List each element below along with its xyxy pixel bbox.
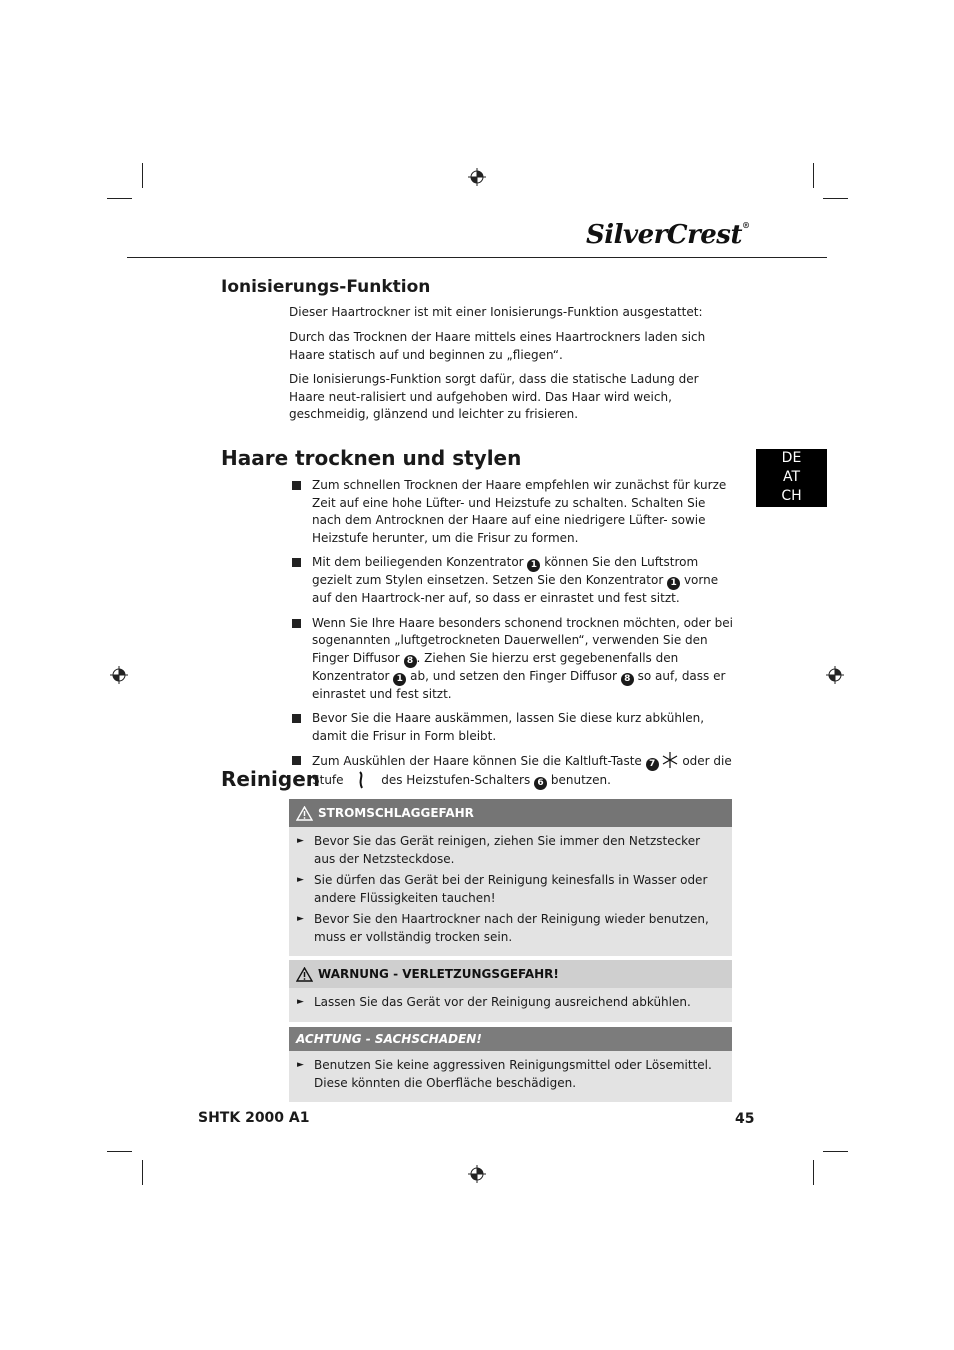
- section-heading-ionisation: Ionisierungs-Funktion: [221, 277, 431, 297]
- bullet-text: können Sie den Luftstrom gezielt zum Stylen einsetzen. Setzen Sie den Konzentrator: [312, 555, 699, 587]
- warning-text: Bevor Sie das Gerät reinigen, ziehen Sie immer den Netzstecker aus der Netzsteckdose.: [314, 834, 701, 866]
- paragraph: Durch das Trocknen der Haare mittels eines Haartrockners laden sich Haare statisch auf und beginnen zu „fliegen“.: [289, 330, 706, 362]
- language-tab: [756, 449, 827, 507]
- bullet-text: oder die Stufe: [312, 754, 732, 787]
- registration-mark-icon: [826, 666, 844, 684]
- warning-triangle-icon: [296, 806, 313, 821]
- section-heading-cleaning: Reinigen: [221, 767, 321, 791]
- bullet-text: Zum Auskühlen der Haare können Sie die Kaltluft-Taste: [312, 754, 642, 768]
- list-item: [297, 833, 724, 868]
- registration-mark-icon: [468, 168, 486, 186]
- arrow-icon: ►: [297, 836, 304, 846]
- part-number-badge: 7: [646, 758, 659, 771]
- bullet-text: . Ziehen Sie hierzu erst gegebenenfalls den Konzentrator: [312, 650, 679, 683]
- bullet-text: ab, und setzen den Finger Diffusor: [410, 668, 617, 683]
- brand-logo: SilverCrest®: [586, 220, 750, 250]
- drying-bullet-list: [292, 477, 735, 797]
- warning-box-injury: [289, 960, 732, 1022]
- bullet-text: Zum schnellen Trocknen der Haare empfehlen wir zunächst für kurze Zeit auf eine hohe Lüfter- und Heizstufe zu schalten. Schalten Sie nach dem Antrocknen der Haare auf eine niedrigere Lüfter- sowie Heizstufe herunter, um die Frisur zu formen.: [312, 478, 727, 545]
- arrow-icon: ►: [297, 914, 304, 924]
- list-item: [297, 872, 724, 907]
- part-number-badge: 8: [621, 673, 634, 686]
- warning-title: ACHTUNG - SACHSCHADEN!: [296, 1032, 482, 1046]
- warning-list: [289, 1051, 732, 1102]
- crop-mark: [107, 198, 132, 199]
- crop-mark: [813, 163, 814, 188]
- footer-model-number: SHTK 2000 A1: [198, 1110, 310, 1126]
- language-at: AT: [782, 469, 801, 485]
- warning-header: [289, 799, 732, 827]
- part-number-badge: 8: [404, 655, 417, 668]
- warning-header: [289, 1027, 732, 1051]
- header-rule: [127, 257, 827, 258]
- part-number-badge: 1: [527, 559, 540, 572]
- section-heading-drying: Haare trocknen und stylen: [221, 446, 522, 470]
- warning-text: Lassen Sie das Gerät vor der Reinigung ausreichend abkühlen.: [314, 995, 691, 1009]
- paragraph: Die Ionisierungs-Funktion sorgt dafür, dass die statische Ladung der Haare neut-ralisiert und aufgehoben wird. Das Haar wird weich, geschmeidig, glänzend und leichter zu frisieren.: [289, 372, 699, 421]
- crop-mark: [107, 1151, 132, 1152]
- warning-header: [289, 960, 732, 988]
- warning-box-property-damage: [289, 1027, 732, 1102]
- heat-level-low-icon: [355, 771, 369, 789]
- crop-mark: [813, 1160, 814, 1185]
- bullet-square-icon: [292, 619, 301, 628]
- part-number-badge: 1: [667, 577, 680, 590]
- arrow-icon: ►: [297, 875, 304, 885]
- warning-text: Bevor Sie den Haartrockner nach der Reinigung wieder benutzen, muss er vollständig trocken sein.: [314, 912, 709, 944]
- warning-box-electric-shock: [289, 799, 732, 956]
- list-item: [292, 477, 735, 547]
- arrow-icon: ►: [297, 1060, 304, 1070]
- bullet-text: Bevor Sie die Haare auskämmen, lassen Sie diese kurz abkühlen, damit die Frisur in Form bleibt.: [312, 711, 705, 743]
- bullet-text: des Heizstufen-Schalters: [381, 773, 531, 787]
- list-item: [297, 1057, 724, 1092]
- language-ch: CH: [781, 488, 802, 504]
- bullet-text: vorne auf den Haartrock-ner auf, so dass er einrastet und fest sitzt.: [312, 573, 719, 605]
- list-item: [292, 615, 735, 704]
- warning-list: [289, 988, 732, 1022]
- bullet-text: Wenn Sie Ihre Haare besonders schonend trocknen möchten, oder bei sogenannten „luftgetrockneten Dauerwellen“, verwenden Sie den Finger Diffusor: [312, 615, 734, 665]
- list-item: [297, 994, 724, 1012]
- bullet-text: benutzen.: [550, 773, 611, 787]
- warning-title: STROMSCHLAGGEFAHR: [318, 806, 474, 820]
- crop-mark: [142, 1160, 143, 1185]
- list-item: [297, 911, 724, 946]
- part-number-badge: 1: [393, 673, 406, 686]
- page-number: 45: [735, 1111, 755, 1127]
- crop-mark: [823, 198, 848, 199]
- bullet-text: Mit dem beiliegenden Konzentrator: [312, 555, 524, 569]
- language-de: DE: [781, 450, 802, 466]
- bullet-square-icon: [292, 714, 301, 723]
- warning-triangle-icon: [296, 967, 313, 982]
- arrow-icon: ►: [297, 997, 304, 1007]
- bullet-text: so auf, dass er einrastet und fest sitzt.: [312, 668, 726, 701]
- registration-mark-icon: [468, 1165, 486, 1183]
- warning-text: Benutzen Sie keine aggressiven Reinigungsmittel oder Lösemittel. Diese könnten die Oberfläche beschädigen.: [314, 1058, 712, 1090]
- warning-text: Sie dürfen das Gerät bei der Reinigung keinesfalls in Wasser oder andere Flüssigkeiten tauchen!: [314, 873, 708, 905]
- bullet-square-icon: [292, 558, 301, 567]
- crop-mark: [823, 1151, 848, 1152]
- snowflake-icon: [662, 752, 678, 768]
- crop-mark: [142, 163, 143, 188]
- list-item: [292, 554, 735, 608]
- list-item: [292, 710, 735, 745]
- list-item: [292, 752, 735, 790]
- warning-title: WARNUNG - VERLETZUNGSGEFAHR!: [318, 967, 559, 981]
- registration-mark-icon: [110, 666, 128, 684]
- bullet-square-icon: [292, 756, 301, 765]
- paragraph: Dieser Haartrockner ist mit einer Ionisierungs-Funktion ausgestattet:: [289, 305, 703, 319]
- part-number-badge: 6: [534, 777, 547, 790]
- bullet-square-icon: [292, 481, 301, 490]
- warning-list: [289, 827, 732, 956]
